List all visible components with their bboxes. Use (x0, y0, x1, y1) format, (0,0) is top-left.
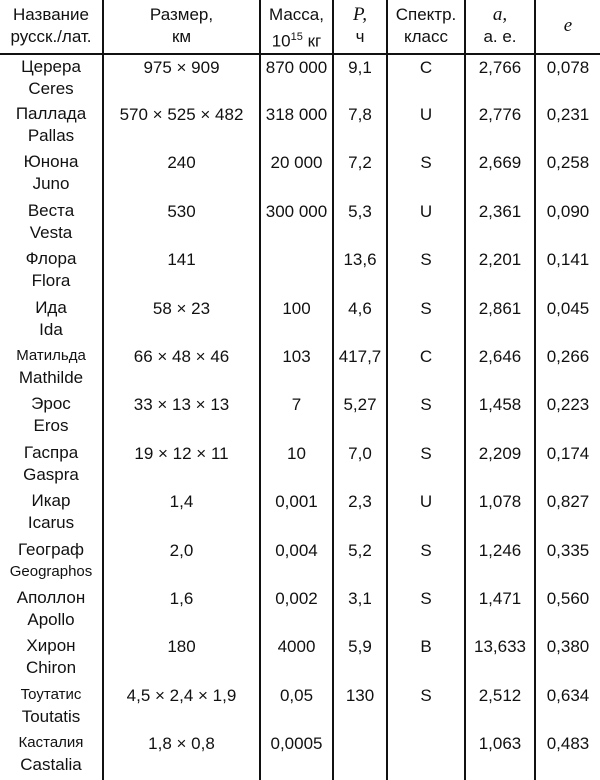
header-period-symbol: P, (353, 4, 367, 25)
table-row (0, 731, 600, 779)
asteroid-name-ru: Паллада (15, 104, 87, 124)
cell-period: 5,27 (333, 392, 387, 440)
asteroid-name-ru: Гаспра (23, 442, 79, 462)
cell-mass: 100 (260, 296, 333, 344)
cell-eccentricity: 0,223 (535, 392, 600, 440)
cell-name (0, 441, 103, 489)
asteroid-name-ru: Касталия (18, 734, 84, 752)
cell-name (0, 199, 103, 247)
asteroid-name-ru: Эрос (31, 394, 71, 414)
table-row (0, 247, 600, 295)
cell-size: 4,5 × 2,4 × 1,9 (103, 683, 260, 731)
cell-mass: 4000 (260, 634, 333, 682)
cell-semimajor-axis: 13,633 (465, 634, 535, 682)
header-mass-line1: Масса, (269, 5, 324, 24)
cell-eccentricity: 0,231 (535, 102, 600, 150)
cell-spectral-class: S (387, 683, 465, 731)
header-period (333, 0, 387, 54)
cell-name (0, 683, 103, 731)
cell-semimajor-axis: 1,458 (465, 392, 535, 440)
table-row (0, 683, 600, 731)
cell-period (333, 731, 387, 779)
cell-period: 7,8 (333, 102, 387, 150)
cell-spectral-class: C (387, 344, 465, 392)
asteroid-name-ru: Веста (27, 200, 75, 220)
cell-semimajor-axis: 2,646 (465, 344, 535, 392)
asteroid-name-lat: Pallas (27, 126, 75, 146)
cell-semimajor-axis: 1,471 (465, 586, 535, 634)
cell-period: 5,3 (333, 199, 387, 247)
cell-mass: 0,0005 (260, 731, 333, 779)
asteroid-name-lat: Chiron (25, 658, 77, 678)
asteroid-name-lat: Ceres (28, 78, 74, 98)
table-row (0, 586, 600, 634)
cell-period: 3,1 (333, 586, 387, 634)
cell-eccentricity: 0,174 (535, 441, 600, 489)
asteroid-name-lat: Gaspra (23, 464, 79, 484)
cell-size: 1,6 (103, 586, 260, 634)
cell-mass: 0,05 (260, 683, 333, 731)
asteroid-name-lat: Castalia (20, 755, 82, 775)
asteroid-name-lat: Icarus (27, 513, 75, 533)
cell-mass: 7 (260, 392, 333, 440)
asteroid-name-ru: Ида (35, 297, 67, 317)
table-header (0, 0, 600, 54)
cell-spectral-class: S (387, 392, 465, 440)
cell-semimajor-axis: 2,209 (465, 441, 535, 489)
asteroid-name-lat: Apollo (27, 609, 75, 629)
cell-size: 19 × 12 × 11 (103, 441, 260, 489)
cell-name (0, 344, 103, 392)
cell-mass: 300 000 (260, 199, 333, 247)
header-size-line1: Размер, (149, 5, 214, 24)
header-mass-exponent: 15 (290, 31, 303, 43)
table-row (0, 441, 600, 489)
asteroid-name-ru: Матильда (16, 347, 86, 364)
cell-name (0, 731, 103, 779)
cell-size: 1,4 (103, 489, 260, 537)
cell-mass: 103 (260, 344, 333, 392)
header-name-line2: русск./лат. (10, 27, 92, 46)
header-mass (260, 0, 333, 54)
cell-period: 7,2 (333, 150, 387, 198)
cell-mass (260, 247, 333, 295)
header-name-line1: Название (13, 5, 89, 24)
cell-size: 33 × 13 × 13 (103, 392, 260, 440)
asteroid-name-ru: Икар (31, 491, 71, 511)
cell-semimajor-axis: 2,512 (465, 683, 535, 731)
header-spectral (387, 0, 465, 54)
cell-period: 7,0 (333, 441, 387, 489)
cell-mass: 10 (260, 441, 333, 489)
cell-spectral-class: U (387, 489, 465, 537)
cell-mass: 20 000 (260, 150, 333, 198)
cell-mass: 0,002 (260, 586, 333, 634)
cell-period: 13,6 (333, 247, 387, 295)
header-ecc-symbol: e (563, 15, 573, 37)
cell-size: 58 × 23 (103, 296, 260, 344)
cell-name (0, 102, 103, 150)
table-row (0, 344, 600, 392)
cell-spectral-class: S (387, 538, 465, 586)
cell-eccentricity: 0,078 (535, 54, 600, 102)
asteroid-name-lat: Juno (32, 174, 70, 194)
asteroid-name-ru: Аполлон (16, 587, 86, 607)
header-eccentricity (535, 0, 600, 54)
asteroid-name-ru: Юнона (23, 152, 79, 172)
header-spectral-line1: Спектр. (395, 5, 457, 24)
cell-name (0, 150, 103, 198)
cell-name (0, 634, 103, 682)
header-name (0, 0, 103, 54)
table-row (0, 538, 600, 586)
asteroid-name-ru: Toутатис (20, 685, 82, 703)
cell-eccentricity: 0,380 (535, 634, 600, 682)
table-row (0, 150, 600, 198)
cell-size: 180 (103, 634, 260, 682)
cell-size: 530 (103, 199, 260, 247)
asteroid-name-ru: Флора (25, 249, 77, 269)
cell-size: 1,8 × 0,8 (103, 731, 260, 779)
cell-period: 4,6 (333, 296, 387, 344)
header-axis-symbol: a, (492, 4, 508, 25)
cell-name (0, 538, 103, 586)
cell-name (0, 586, 103, 634)
cell-size: 570 × 525 × 482 (103, 102, 260, 150)
header-mass-base: 10 (271, 31, 291, 51)
cell-eccentricity: 0,090 (535, 199, 600, 247)
cell-eccentricity: 0,560 (535, 586, 600, 634)
table-row (0, 199, 600, 247)
cell-eccentricity: 0,258 (535, 150, 600, 198)
asteroid-name-ru: Географ (17, 539, 85, 559)
cell-period: 9,1 (333, 54, 387, 102)
asteroid-name-ru: Хирон (26, 636, 76, 656)
table-row (0, 392, 600, 440)
cell-mass: 0,001 (260, 489, 333, 537)
table-row (0, 54, 600, 102)
header-period-unit: ч (355, 27, 365, 46)
cell-period: 5,9 (333, 634, 387, 682)
cell-size: 975 × 909 (103, 54, 260, 102)
cell-semimajor-axis: 1,078 (465, 489, 535, 537)
cell-spectral-class (387, 731, 465, 779)
table-body (0, 54, 600, 780)
asteroid-name-ru: Церера (21, 56, 81, 76)
table-row (0, 296, 600, 344)
header-spectral-line2: класс (403, 27, 448, 46)
cell-mass: 870 000 (260, 54, 333, 102)
cell-semimajor-axis: 2,776 (465, 102, 535, 150)
cell-size: 141 (103, 247, 260, 295)
cell-spectral-class: U (387, 102, 465, 150)
cell-spectral-class: S (387, 150, 465, 198)
cell-eccentricity: 0,335 (535, 538, 600, 586)
cell-spectral-class: S (387, 441, 465, 489)
cell-semimajor-axis: 2,361 (465, 199, 535, 247)
cell-eccentricity: 0,266 (535, 344, 600, 392)
cell-size: 240 (103, 150, 260, 198)
cell-name (0, 54, 103, 102)
cell-spectral-class: B (387, 634, 465, 682)
cell-semimajor-axis: 2,766 (465, 54, 535, 102)
header-axis-unit: а. е. (483, 27, 517, 46)
cell-eccentricity: 0,045 (535, 296, 600, 344)
cell-semimajor-axis: 2,201 (465, 247, 535, 295)
cell-eccentricity: 0,141 (535, 247, 600, 295)
cell-semimajor-axis: 2,861 (465, 296, 535, 344)
cell-size: 2,0 (103, 538, 260, 586)
header-mass-unit: кг (302, 31, 322, 51)
cell-eccentricity: 0,827 (535, 489, 600, 537)
asteroid-name-lat: Vesta (29, 222, 73, 242)
asteroid-name-lat: Geographos (9, 562, 93, 580)
header-size-line2: км (171, 27, 192, 46)
header-size (103, 0, 260, 54)
cell-spectral-class: S (387, 296, 465, 344)
asteroid-name-lat: Eros (33, 416, 69, 436)
cell-name (0, 392, 103, 440)
asteroid-name-lat: Mathilde (18, 368, 84, 387)
header-axis (465, 0, 535, 54)
cell-spectral-class: S (387, 586, 465, 634)
cell-spectral-class: C (387, 54, 465, 102)
cell-period: 5,2 (333, 538, 387, 586)
asteroid-name-lat: Toutatis (21, 706, 81, 726)
cell-period: 417,7 (333, 344, 387, 392)
cell-period: 2,3 (333, 489, 387, 537)
cell-name (0, 296, 103, 344)
cell-period: 130 (333, 683, 387, 731)
cell-size: 66 × 48 × 46 (103, 344, 260, 392)
cell-mass: 318 000 (260, 102, 333, 150)
asteroid-name-lat: Ida (39, 319, 63, 339)
table-row (0, 634, 600, 682)
cell-mass: 0,004 (260, 538, 333, 586)
cell-eccentricity: 0,634 (535, 683, 600, 731)
cell-spectral-class: U (387, 199, 465, 247)
cell-semimajor-axis: 2,669 (465, 150, 535, 198)
cell-spectral-class: S (387, 247, 465, 295)
table-row (0, 102, 600, 150)
table-row (0, 489, 600, 537)
cell-name (0, 247, 103, 295)
asteroid-name-lat: Flora (31, 271, 71, 291)
cell-eccentricity: 0,483 (535, 731, 600, 779)
cell-semimajor-axis: 1,246 (465, 538, 535, 586)
cell-name (0, 489, 103, 537)
cell-semimajor-axis: 1,063 (465, 731, 535, 779)
